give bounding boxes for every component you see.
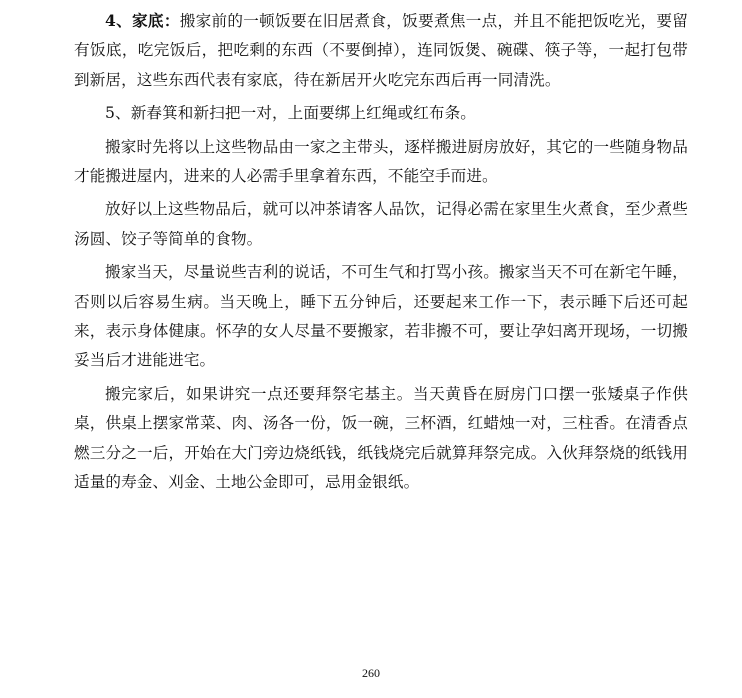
paragraph-dustpan-broom: 5、新春箕和新扫把一对，上面要绑上红绳或红布条。: [105, 104, 476, 123]
paragraph-household-base: [74, 6, 688, 95]
paragraph-moving-order: 搬家时先将以上这些物品由一家之主带头，逐样搬进厨房放好，其它的一些随身物品才能搬进屋内，进来的人必需手里拿着东西，不能空手而进。: [74, 137, 688, 186]
paragraph-heading: 4、家底：: [105, 11, 180, 30]
page-number: 260: [362, 666, 380, 680]
paragraph-ground-deity-worship: 搬完家后，如果讲究一点还要拜祭宅基主。当天黄昏在厨房门口摆一张矮桌子作供桌，供桌上摆家常菜、肉、汤各一份，饭一碗，三杯酒，红蜡烛一对，三柱香。在清香点燃三分之一后，开始在大门旁边烧纸钱，纸钱烧完后就算拜祭完成。入伙拜祭烧的纸钱用适量的寿金、刈金、土地公金即可，忌用金银纸。: [74, 384, 688, 492]
paragraph-tea-and-cooking: 放好以上这些物品后，就可以冲茶请客人品饮，记得必需在家里生火煮食，至少煮些汤圆、饺子等简单的食物。: [74, 200, 688, 248]
paragraph-text: 搬家前的一顿饭要在旧居煮食，饭要煮焦一点，并且不能把饭吃光，要留有饭底，吃完饭后，把吃剩的东西（不要倒掉），连同饭煲、碗碟、筷子等，一起打包带到新居，这些东西代表有家底，待在新居开火吃完东西后再一同清洗。: [74, 12, 689, 89]
document-body: [74, 0, 688, 502]
paragraph-moving-day-taboos: 搬家当天，尽量说些吉利的说话，不可生气和打骂小孩。搬家当天不可在新宅午睡，否则以后容易生病。当天晚上，睡下五分钟后，还要起来工作一下，表示睡下后还可起来，表示身体健康。怀孕的女人尽量不要搬家，若非搬不可，要让孕妇离开现场，一切搬妥当后才进能进宅。: [74, 263, 688, 370]
